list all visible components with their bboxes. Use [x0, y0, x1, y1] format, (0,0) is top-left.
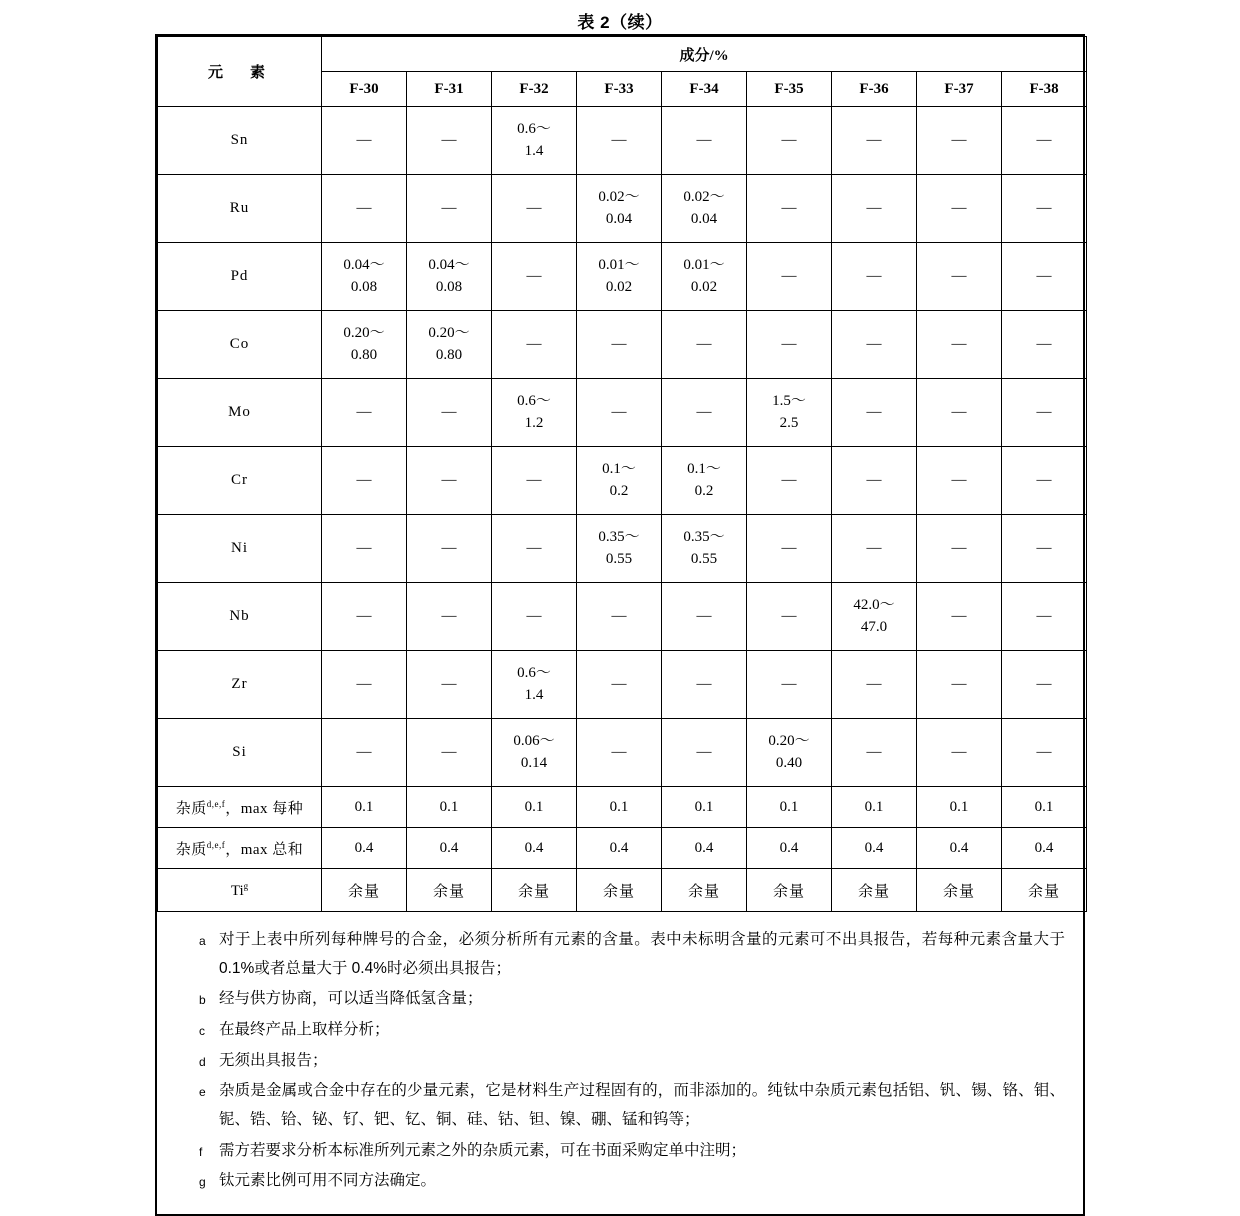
composition-value-cell: —: [577, 311, 662, 379]
impurity-total-value-cell: 0.4: [747, 828, 832, 869]
composition-value-cell: —: [662, 583, 747, 651]
composition-value-cell: —: [832, 243, 917, 311]
table-note: [185, 1167, 1065, 1196]
composition-value-cell: —: [407, 447, 492, 515]
composition-value-cell: —: [832, 379, 917, 447]
composition-value-cell: —: [917, 583, 1002, 651]
composition-value-cell: —: [1002, 107, 1087, 175]
composition-value-cell: —: [322, 175, 407, 243]
composition-value-cell: —: [832, 311, 917, 379]
composition-value-cell: 0.35～ 0.55: [662, 515, 747, 583]
composition-value-cell: —: [662, 107, 747, 175]
composition-value-cell: 0.6～ 1.2: [492, 379, 577, 447]
header-composition: 成分/%: [322, 37, 1087, 72]
table-row: [158, 447, 1087, 515]
composition-value-cell: 0.02～ 0.04: [577, 175, 662, 243]
composition-value-cell: —: [1002, 447, 1087, 515]
composition-value-cell: —: [492, 243, 577, 311]
composition-value-cell: 0.20～ 0.80: [322, 311, 407, 379]
table-row: [158, 787, 1087, 828]
table-row: [158, 243, 1087, 311]
composition-value-cell: —: [832, 515, 917, 583]
table-head-row-1: [158, 37, 1087, 72]
header-grade: F-36: [832, 72, 917, 107]
header-grade: F-38: [1002, 72, 1087, 107]
titanium-value-cell: 余量: [492, 869, 577, 912]
composition-value-cell: —: [747, 583, 832, 651]
composition-value-cell: —: [407, 515, 492, 583]
composition-value-cell: —: [492, 311, 577, 379]
composition-value-cell: —: [577, 651, 662, 719]
composition-value-cell: 0.04～ 0.08: [407, 243, 492, 311]
composition-value-cell: 0.04～ 0.08: [322, 243, 407, 311]
composition-value-cell: —: [832, 447, 917, 515]
composition-value-cell: —: [747, 515, 832, 583]
table-row: [158, 107, 1087, 175]
titanium-value-cell: 余量: [747, 869, 832, 912]
header-grade: F-33: [577, 72, 662, 107]
note-marker: d: [199, 1054, 206, 1069]
table-row: [158, 719, 1087, 787]
table-row: [158, 175, 1087, 243]
table-head: [158, 37, 1087, 107]
impurity-total-value-cell: 0.4: [1002, 828, 1087, 869]
table-body: [158, 107, 1087, 912]
composition-value-cell: —: [1002, 175, 1087, 243]
composition-value-cell: —: [577, 379, 662, 447]
composition-value-cell: 0.06～ 0.14: [492, 719, 577, 787]
composition-value-cell: —: [1002, 379, 1087, 447]
composition-value-cell: —: [917, 447, 1002, 515]
table-note: [185, 1137, 1065, 1166]
note-marker: f: [199, 1144, 203, 1159]
composition-value-cell: —: [407, 107, 492, 175]
composition-value-cell: —: [917, 515, 1002, 583]
composition-value-cell: —: [407, 651, 492, 719]
composition-value-cell: —: [832, 719, 917, 787]
composition-value-cell: 0.20～ 0.40: [747, 719, 832, 787]
header-grade: F-32: [492, 72, 577, 107]
header-grade: F-31: [407, 72, 492, 107]
impurity-each-value-cell: 0.1: [917, 787, 1002, 828]
composition-value-cell: —: [917, 107, 1002, 175]
composition-value-cell: —: [917, 311, 1002, 379]
composition-value-cell: —: [917, 243, 1002, 311]
impurity-total-value-cell: 0.4: [662, 828, 747, 869]
impurity-total-value-cell: 0.4: [577, 828, 662, 869]
element-name-cell: Pd: [158, 243, 322, 311]
table-row: [158, 828, 1087, 869]
composition-value-cell: —: [577, 719, 662, 787]
note-text: 钛元素比例可用不同方法确定。: [219, 1172, 437, 1190]
composition-value-cell: 42.0～ 47.0: [832, 583, 917, 651]
impurity-each-value-cell: 0.1: [662, 787, 747, 828]
composition-value-cell: 0.02～ 0.04: [662, 175, 747, 243]
composition-value-cell: —: [492, 583, 577, 651]
table-row: [158, 869, 1087, 912]
composition-value-cell: —: [662, 379, 747, 447]
composition-value-cell: —: [322, 379, 407, 447]
composition-value-cell: —: [832, 651, 917, 719]
table-row: [158, 311, 1087, 379]
composition-value-cell: —: [662, 719, 747, 787]
element-name-cell: Ru: [158, 175, 322, 243]
note-marker: c: [199, 1024, 205, 1039]
impurity-each-label: 杂质$^{d,e,f}$，max 每种: [158, 787, 322, 828]
titanium-label: Ti$^g$: [158, 869, 322, 912]
note-text: 需方若要求分析本标准所列元素之外的杂质元素，可在书面采购定单中注明；: [219, 1141, 747, 1159]
impurity-total-value-cell: 0.4: [832, 828, 917, 869]
note-text: 对于上表中所列每种牌号的合金，必须分析所有元素的含量。表中未标明含量的元素可不出具报告，若每种元素含量大于 0.1%或者总量大于 0.4%时必须出具报告；: [219, 931, 1065, 977]
composition-value-cell: —: [747, 651, 832, 719]
element-name-cell: Zr: [158, 651, 322, 719]
composition-value-cell: —: [662, 311, 747, 379]
impurity-each-value-cell: 0.1: [407, 787, 492, 828]
composition-value-cell: —: [407, 583, 492, 651]
impurity-total-label: 杂质$^{d,e,f}$，max 总和: [158, 828, 322, 869]
header-element: 元 素: [158, 37, 322, 107]
composition-value-cell: —: [322, 583, 407, 651]
impurity-each-value-cell: 0.1: [322, 787, 407, 828]
element-name-cell: Co: [158, 311, 322, 379]
composition-value-cell: —: [407, 379, 492, 447]
composition-value-cell: —: [832, 107, 917, 175]
table-row: [158, 515, 1087, 583]
table-note: [185, 985, 1065, 1014]
titanium-value-cell: 余量: [917, 869, 1002, 912]
impurity-total-value-cell: 0.4: [322, 828, 407, 869]
composition-value-cell: —: [747, 311, 832, 379]
note-marker: e: [199, 1085, 206, 1100]
header-grade: F-35: [747, 72, 832, 107]
composition-value-cell: —: [407, 175, 492, 243]
impurity-total-value-cell: 0.4: [407, 828, 492, 869]
composition-value-cell: —: [322, 107, 407, 175]
composition-value-cell: —: [492, 447, 577, 515]
element-name-cell: Si: [158, 719, 322, 787]
header-grade: F-30: [322, 72, 407, 107]
composition-value-cell: 0.1～ 0.2: [577, 447, 662, 515]
composition-value-cell: —: [492, 175, 577, 243]
composition-value-cell: —: [577, 107, 662, 175]
composition-value-cell: 0.35～ 0.55: [577, 515, 662, 583]
composition-value-cell: 1.5～ 2.5: [747, 379, 832, 447]
titanium-value-cell: 余量: [407, 869, 492, 912]
composition-value-cell: —: [1002, 243, 1087, 311]
composition-value-cell: —: [322, 515, 407, 583]
composition-value-cell: —: [1002, 311, 1087, 379]
composition-value-cell: —: [662, 651, 747, 719]
note-marker: b: [199, 993, 206, 1008]
composition-value-cell: —: [917, 175, 1002, 243]
note-text: 经与供方协商，可以适当降低氢含量；: [219, 990, 483, 1008]
header-grade: F-37: [917, 72, 1002, 107]
table-caption: 表 2（续）: [577, 13, 663, 32]
note-text: 无须出具报告；: [219, 1051, 328, 1069]
composition-value-cell: 0.20～ 0.80: [407, 311, 492, 379]
titanium-value-cell: 余量: [577, 869, 662, 912]
composition-value-cell: —: [747, 107, 832, 175]
element-name-cell: Sn: [158, 107, 322, 175]
composition-value-cell: 0.01～ 0.02: [662, 243, 747, 311]
note-marker: g: [199, 1175, 206, 1190]
composition-value-cell: —: [577, 583, 662, 651]
titanium-value-cell: 余量: [1002, 869, 1087, 912]
composition-value-cell: —: [407, 719, 492, 787]
composition-value-cell: —: [492, 515, 577, 583]
note-text: 在最终产品上取样分析；: [219, 1021, 390, 1039]
table-note: [185, 1047, 1065, 1076]
table-frame: [155, 34, 1085, 1216]
header-grade: F-34: [662, 72, 747, 107]
composition-value-cell: 0.6～ 1.4: [492, 107, 577, 175]
composition-table: [157, 36, 1087, 912]
composition-value-cell: —: [322, 651, 407, 719]
table-notes: [157, 912, 1083, 1214]
table-note: [185, 926, 1065, 983]
table-row: [158, 583, 1087, 651]
impurity-each-value-cell: 0.1: [832, 787, 917, 828]
impurity-total-value-cell: 0.4: [492, 828, 577, 869]
composition-value-cell: —: [1002, 719, 1087, 787]
table-row: [158, 651, 1087, 719]
titanium-value-cell: 余量: [322, 869, 407, 912]
element-name-cell: Nb: [158, 583, 322, 651]
impurity-total-value-cell: 0.4: [917, 828, 1002, 869]
composition-value-cell: —: [747, 243, 832, 311]
element-name-cell: Mo: [158, 379, 322, 447]
element-name-cell: Ni: [158, 515, 322, 583]
table-note: [185, 1016, 1065, 1045]
note-marker: a: [199, 934, 206, 948]
note-text: 杂质是金属或合金中存在的少量元素，它是材料生产过程固有的，而非添加的。纯钛中杂质元素包括铝、钒、锡、铬、钼、铌、锆、铪、铋、钌、钯、钇、铜、硅、钴、钽、镍、硼、锰和钨等；: [219, 1082, 1065, 1129]
impurity-each-value-cell: 0.1: [747, 787, 832, 828]
impurity-each-value-cell: 0.1: [577, 787, 662, 828]
titanium-value-cell: 余量: [832, 869, 917, 912]
composition-value-cell: —: [322, 447, 407, 515]
table-row: [158, 379, 1087, 447]
composition-value-cell: —: [1002, 515, 1087, 583]
impurity-each-value-cell: 0.1: [492, 787, 577, 828]
composition-value-cell: 0.1～ 0.2: [662, 447, 747, 515]
composition-value-cell: 0.01～ 0.02: [577, 243, 662, 311]
composition-value-cell: —: [1002, 651, 1087, 719]
titanium-value-cell: 余量: [662, 869, 747, 912]
composition-value-cell: —: [747, 447, 832, 515]
composition-value-cell: —: [917, 719, 1002, 787]
composition-value-cell: —: [747, 175, 832, 243]
composition-value-cell: —: [322, 719, 407, 787]
composition-value-cell: —: [832, 175, 917, 243]
element-name-cell: Cr: [158, 447, 322, 515]
composition-value-cell: —: [1002, 583, 1087, 651]
composition-value-cell: —: [917, 379, 1002, 447]
composition-value-cell: 0.6～ 1.4: [492, 651, 577, 719]
impurity-each-value-cell: 0.1: [1002, 787, 1087, 828]
composition-value-cell: —: [917, 651, 1002, 719]
table-note: [185, 1077, 1065, 1134]
